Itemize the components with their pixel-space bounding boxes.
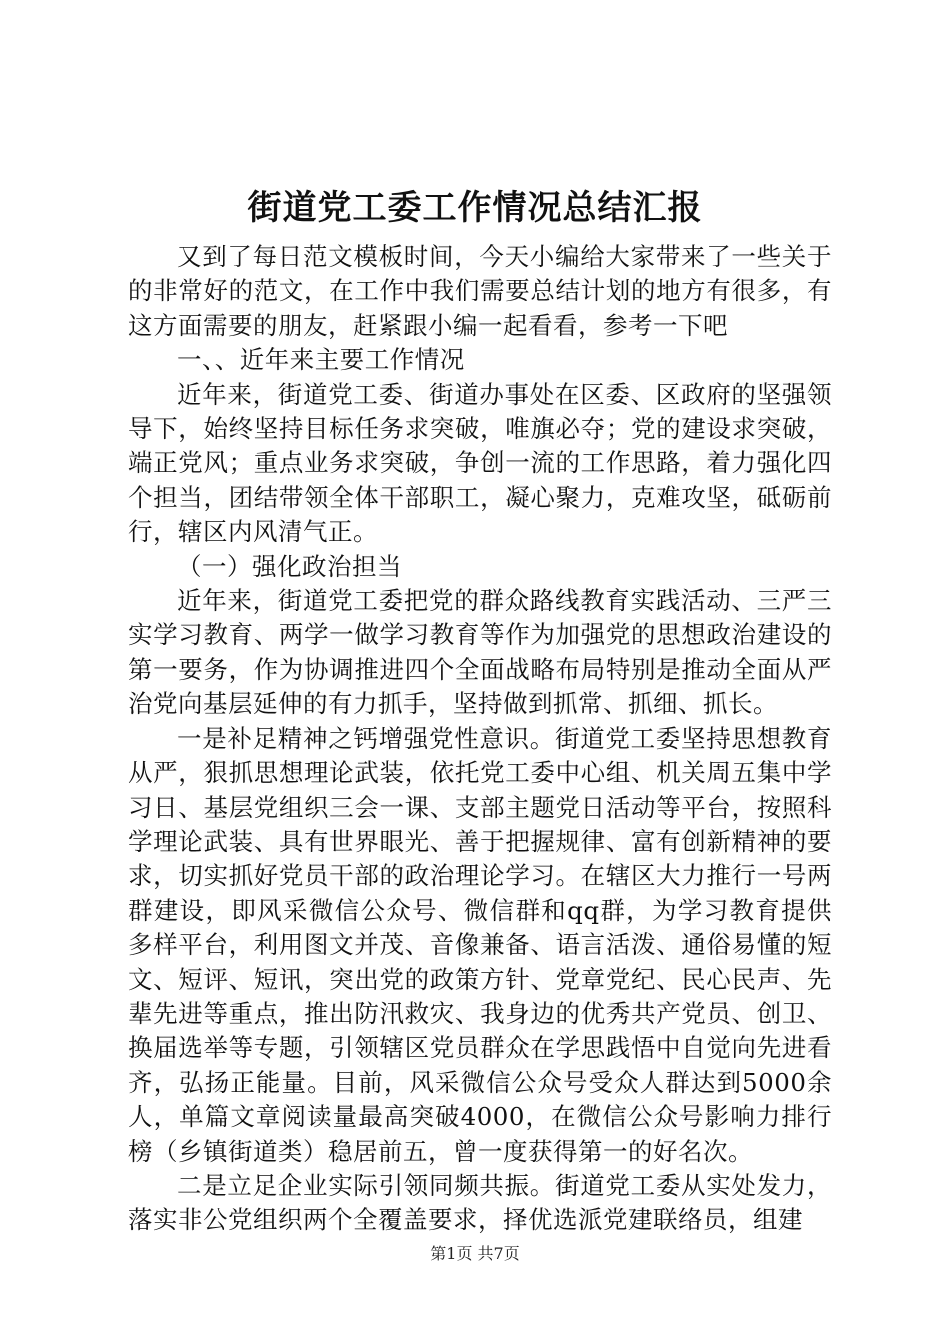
subsection-1-paragraph: 近年来，街道党工委把党的群众路线教育实践活动、三严三实学习教育、两学一做学习教育等作为加强党的思想政治建设的第一要务，作为协调推进四个全面战略布局特别是推动全面从严治党向基层延伸的有力抓手，坚持做到抓常、抓细、抓长。	[128, 586, 832, 719]
section-heading-1: 一、、近年来主要工作情况	[177, 345, 465, 375]
section-1-paragraph: 近年来，街道党工委、街道办事处在区委、区政府的坚强领导下，始终坚持目标任务求突破，唯旗必夺；党的建设求突破，端正党风；重点业务求突破，争创一流的工作思路，着力强化四个担当，团结带领全体干部职工，凝心聚力，克难攻坚，砥砺前行，辖区内风清气正。	[128, 379, 832, 547]
page-footer: 第1页 共7页	[430, 1244, 520, 1263]
subsection-heading-1: （一）强化政治担当	[177, 551, 402, 581]
intro-paragraph: 又到了每日范文模板时间，今天小编给大家带来了一些关于的非常好的范文，在工作中我们需要总结计划的地方有很多，有这方面需要的朋友，赶紧跟小编一起看看，参考一下吧	[128, 242, 832, 340]
document-title: 街道党工委工作情况总结汇报	[247, 188, 703, 228]
document-body	[128, 240, 832, 1238]
point-one-paragraph: 一是补足精神之钙增强党性意识。街道党工委坚持思想教育从严，狠抓思想理论武装，依托党工委中心组、机关周五集中学习日、基层党组织三会一课、支部主题党日活动等平台，按照科学理论武装、具有世界眼光、善于把握规律、富有创新精神的要求，切实抓好党员干部的政治理论学习。在辖区大力推行一号两群建设，即风采微信公众号、微信群和qq群，为学习教育提供多样平台，利用图文并茂、音像兼备、语言活泼、通俗易懂的短文、短评、短讯，突出党的政策方针、党章党纪、民心民声、先辈先进等重点，推出防汛救灾、我身边的优秀共产党员、创卫、换届选举等专题，引领辖区党员群众在学思践悟中自觉向先进看齐，弘扬正能量。目前，风采微信公众号受众人群达到5000余人，单篇文章阅读量最高突破4000，在微信公众号影响力排行榜（乡镇街道类）稳居前五，曾一度获得第一的好名次。	[128, 723, 832, 1166]
point-two-paragraph: 二是立足企业实际引领同频共振。街道党工委从实处发力，落实非公党组织两个全覆盖要求，择优选派党建联络员，组建	[128, 1170, 832, 1235]
